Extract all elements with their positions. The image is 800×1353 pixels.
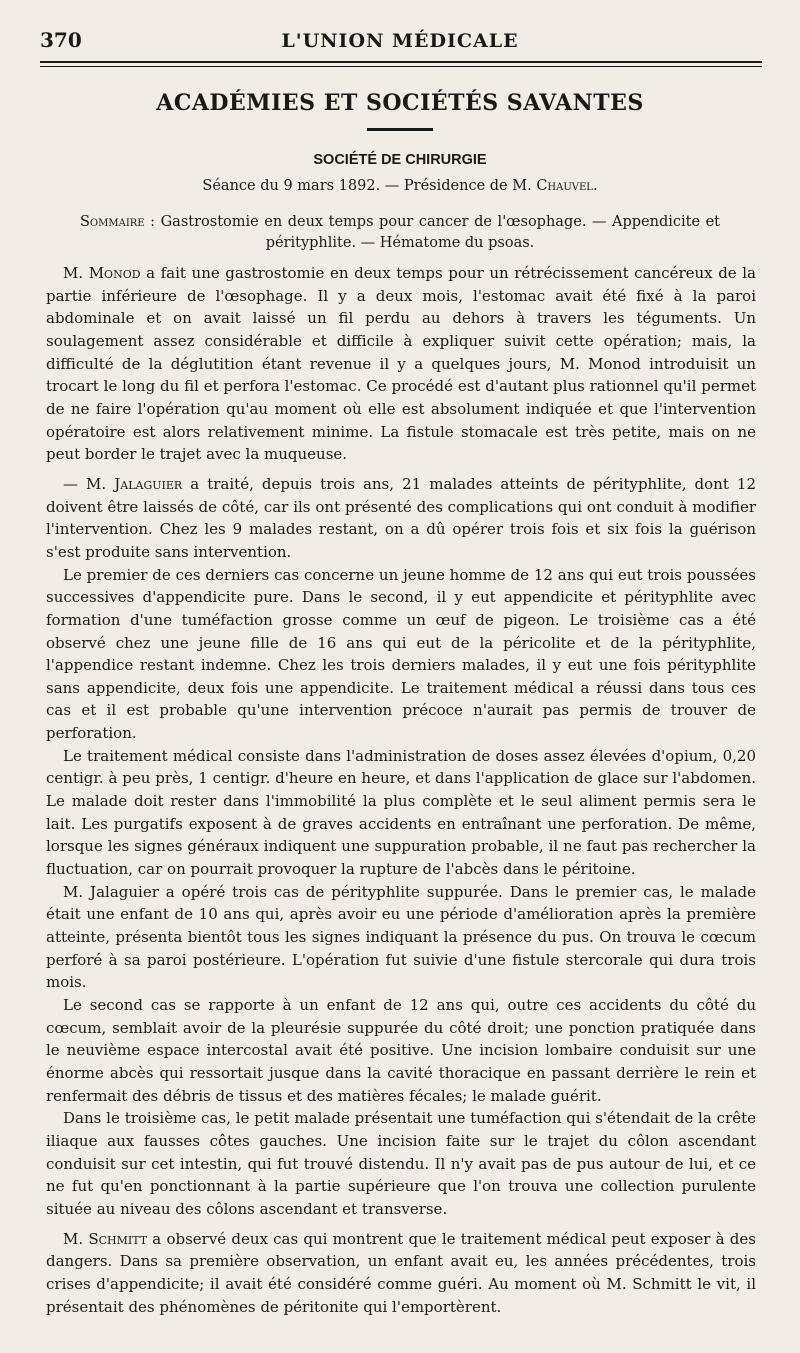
paragraph: M. Jalaguier a opéré trois cas de pérityphlite suppurée. Dans le premier cas, le malade était une enfant de 10 ans qui, après avoir eu une période d'amélioration après la première atteinte, présenta bientôt tous les signes indiquant la présence du pus. On trouva le cœcum perforé à sa paroi postérieure. L'opération fut suivie d'une fistule stercorale qui dura trois mois.: [46, 882, 756, 992]
paragraph: Le premier de ces derniers cas concerne un jeune homme de 12 ans qui eut trois poussées successives d'appendicite pure. Dans le second, il y eut appendicite et pérityphlite avec formation d'une tuméfaction grosse comme un œuf de pigeon. Le troisième cas a été observé chez une jeune fille de 16 ans qui eut de la péricolite et de la pérityphlite, l'appendice restant indemne. Chez les trois derniers malades, il y eut une fois pérityphlite sans appendicite, deux fois une appendicite. Le traitement médical a réussi dans tous ces cas et il est probable qu'une intervention précoce n'aurait pas permis de trouver de perforation.: [46, 565, 756, 743]
president-name: Chauvel: [536, 178, 593, 194]
article-body: [46, 262, 756, 1318]
paragraph: — M. Jalaguier a traité, depuis trois ans, 21 malades atteints de pérityphlite, dont 12 doivent être laissés de côté, car ils ont présenté des complications qui ont conduit à modifier l'intervention. Chez les 9 malades restant, on a dû opérer trois fois et six fois la guérison s'est produite sans intervention.: [46, 474, 756, 561]
paragraph: M. Monod a fait une gastrostomie en deux temps pour un rétrécissement cancéreux de la partie inférieure de l'œsophage. Il y a deux mois, l'estomac avait été fixé à la paroi abdominale et on avait laissé un fil perdu au dehors à travers les téguments. Un soulagement assez considérable et difficile à expliquer suivit cette opération; mais, la difficulté de la déglutition étant revenue il y a quelques jours, M. Monod introduisit un trocart le long du fil et perfora l'estomac. Ce procédé est d'autant plus rationnel qu'il permet de ne faire l'opération qu'au moment où elle est absolument indiquée et que l'intervention opératoire est alors relativement minime. La fistule stomacale est très petite, mais on ne peut border le trajet avec la muqueuse.: [46, 264, 756, 464]
page-header: [40, 28, 760, 58]
paragraph: M. Schmitt a observé deux cas qui montrent que le traitement médical peut exposer à des dangers. Dans sa première observation, un enfant avait eu, les années précédentes, trois crises d'appendicite; il avait été considéré comme guéri. Au moment où M. Schmitt le vit, il présentait des phénomènes de péritonite qui l'emportèrent.: [46, 1229, 756, 1316]
seance-line: [0, 178, 800, 194]
society-heading: SOCIÉTÉ DE CHIRURGIE: [313, 152, 487, 168]
header-rule-thin: [40, 66, 762, 67]
summary: [80, 212, 720, 254]
paragraph: Dans le troisième cas, le petit malade présentait une tuméfaction qui s'étendait de la crête iliaque aux fausses côtes gauches. Une incision faite sur le trajet du côlon ascendant conduisit sur cet intestin, qui fut trouvé distendu. Il n'y avait pas de pus autour de lui, et ce ne fut qu'en ponctionnant à la partie supérieure que l'on trouva une collection purulente située au niveau des côlons ascendant et transverse.: [46, 1109, 756, 1218]
title-divider: [367, 128, 433, 131]
header-rule: [40, 61, 762, 63]
summary-text: : Gastrostomie en deux temps pour cancer de l'œsophage. — Appendicite et pérityphlite. — Hématome du psoas.: [144, 214, 720, 251]
journal-title: L'UNION MÉDICALE: [281, 30, 519, 52]
paragraph: Le second cas se rapporte à un enfant de 12 ans qui, outre ces accidents du côté du cœcum, semblait avoir de la pleurésie suppurée du côté droit; une ponction pratiquée dans le neuvième espace intercostal avait été positive. Une incision lombaire conduisit sur une énorme abcès qui ressortait jusque dans la cavité thoracique en passant derrière le rein et renfermait des débris de tissus et des matières fécales; le malade guérit.: [46, 996, 756, 1105]
seance-suffix: .: [592, 178, 598, 194]
page-number: 370: [40, 28, 82, 52]
summary-label: Sommaire: [80, 214, 145, 230]
section-title: ACADÉMIES ET SOCIÉTÉS SAVANTES: [156, 90, 644, 116]
seance-prefix: Séance du 9 mars 1892. — Présidence de M.: [202, 178, 537, 194]
paragraph: Le traitement médical consiste dans l'administration de doses assez élevées d'opium, 0,20 centigr. à peu près, 1 centigr. d'heure en heure, et dans l'application de glace sur l'abdomen. Le malade doit rester dans l'immobilité la plus complète et le seul aliment permis sera le lait. Les purgatifs exposent à de graves accidents en entraînant une perforation. De même, lorsque les signes généraux indiquent une suppuration probable, il ne faut pas rechercher la fluctuation, car on pourrait provoquer la rupture de l'abcès dans le péritoine.: [46, 746, 756, 879]
